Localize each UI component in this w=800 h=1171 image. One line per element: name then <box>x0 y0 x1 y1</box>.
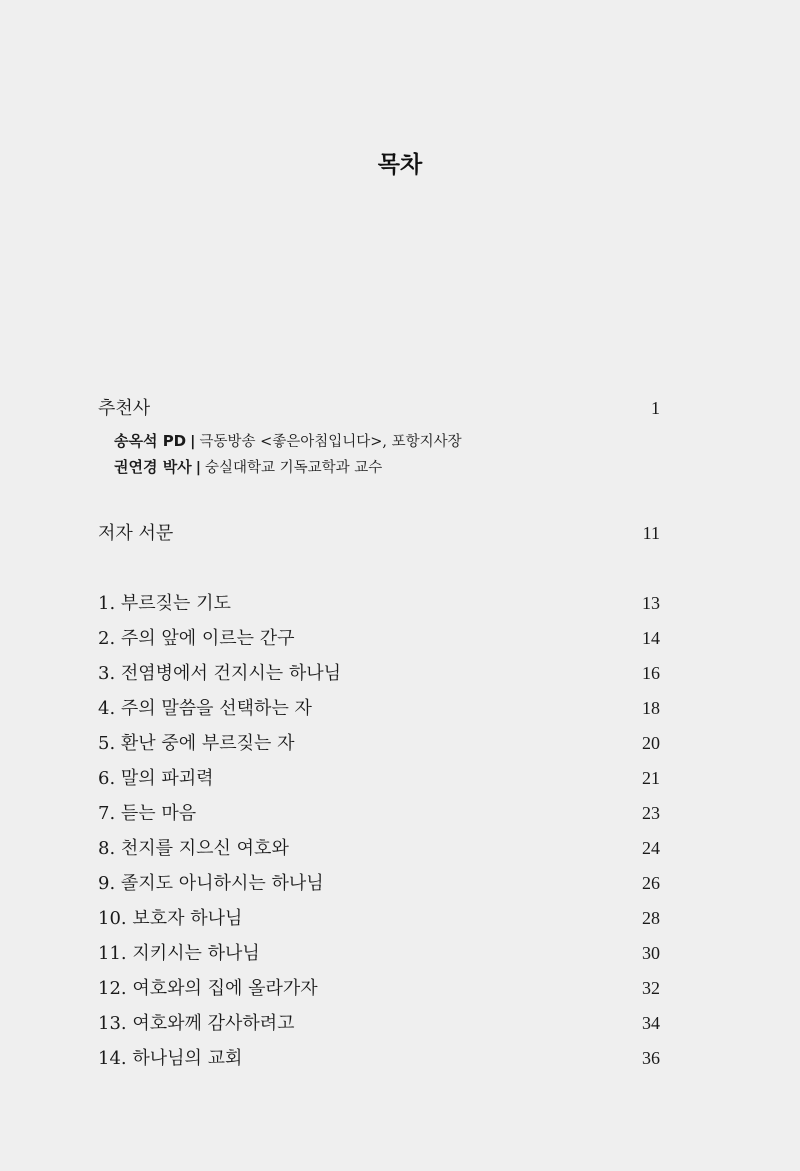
toc-entry-label: 4. 주의 말씀을 선택하는 자 <box>98 698 312 719</box>
toc-entry-page: 16 <box>642 663 660 683</box>
toc-entry-chapter[interactable] <box>98 624 660 654</box>
toc-entry-label: 5. 환난 중에 부르짖는 자 <box>98 733 295 754</box>
separator: | <box>190 434 196 450</box>
toc-entry-page: 23 <box>642 803 660 823</box>
toc-entry-chapter[interactable] <box>98 764 660 794</box>
toc-entry-recommendation[interactable] <box>98 394 660 424</box>
toc-entry-page: 28 <box>642 908 660 928</box>
page-title: 목차 <box>377 152 423 178</box>
toc-entry-preface[interactable] <box>98 519 660 549</box>
toc-entry-page: 13 <box>642 593 660 613</box>
toc-entry-chapter[interactable] <box>98 589 660 619</box>
toc-entry-page: 1 <box>651 398 660 418</box>
recommender-name: 송옥석 PD <box>114 432 187 450</box>
toc-entry-page: 24 <box>642 838 660 858</box>
toc-entry-label: 8. 천지를 지으신 여호와 <box>98 838 289 859</box>
toc-entry-chapter[interactable] <box>98 694 660 724</box>
toc-entry-page: 18 <box>642 698 660 718</box>
toc-entry-page: 21 <box>642 768 660 788</box>
toc-entry-label: 13. 여호와께 감사하려고 <box>98 1013 295 1034</box>
toc-entry-label: 3. 전염병에서 건지시는 하나님 <box>98 663 341 684</box>
recommender-row <box>114 430 462 456</box>
toc-entry-label: 12. 여호와의 집에 올라가자 <box>98 978 318 999</box>
toc-entry-page: 26 <box>642 873 660 893</box>
toc-entry-label: 7. 듣는 마음 <box>98 803 197 824</box>
toc-entry-label: 9. 졸지도 아니하시는 하나님 <box>98 873 324 894</box>
toc-entry-page: 34 <box>642 1013 660 1033</box>
toc-entry-page: 36 <box>642 1048 660 1068</box>
toc-entry-label: 14. 하나님의 교회 <box>98 1048 243 1069</box>
toc-entry-label: 저자 서문 <box>98 523 174 544</box>
toc-entry-label: 2. 주의 앞에 이르는 간구 <box>98 628 295 649</box>
toc-entry-label: 11. 지키시는 하나님 <box>98 943 260 964</box>
toc-entry-chapter[interactable] <box>98 1009 660 1039</box>
toc-entry-chapter[interactable] <box>98 834 660 864</box>
toc-entry-chapter[interactable] <box>98 1044 660 1074</box>
toc-entry-chapter[interactable] <box>98 729 660 759</box>
separator: | <box>195 460 201 476</box>
toc-entry-chapter[interactable] <box>98 659 660 689</box>
toc-entry-page: 20 <box>642 733 660 753</box>
recommender-affiliation: 극동방송 <좋은아침입니다>, 포항지사장 <box>199 434 462 450</box>
recommender-row <box>114 456 382 482</box>
toc-entry-page: 14 <box>642 628 660 648</box>
toc-entry-chapter[interactable] <box>98 904 660 934</box>
toc-entry-chapter[interactable] <box>98 939 660 969</box>
toc-entry-page: 32 <box>642 978 660 998</box>
recommender-affiliation: 숭실대학교 기독교학과 교수 <box>204 460 383 476</box>
toc-entry-page: 11 <box>642 523 660 543</box>
toc-entry-chapter[interactable] <box>98 974 660 1004</box>
recommender-name: 권연경 박사 <box>114 458 192 476</box>
toc-entry-chapter[interactable] <box>98 799 660 829</box>
toc-entry-label: 6. 말의 파괴력 <box>98 768 214 789</box>
toc-entry-page: 30 <box>642 943 660 963</box>
toc-entry-chapter[interactable] <box>98 869 660 899</box>
toc-entry-label: 10. 보호자 하나님 <box>98 908 243 929</box>
toc-entry-label: 1. 부르짖는 기도 <box>98 593 231 614</box>
toc-entry-label: 추천사 <box>98 398 151 419</box>
